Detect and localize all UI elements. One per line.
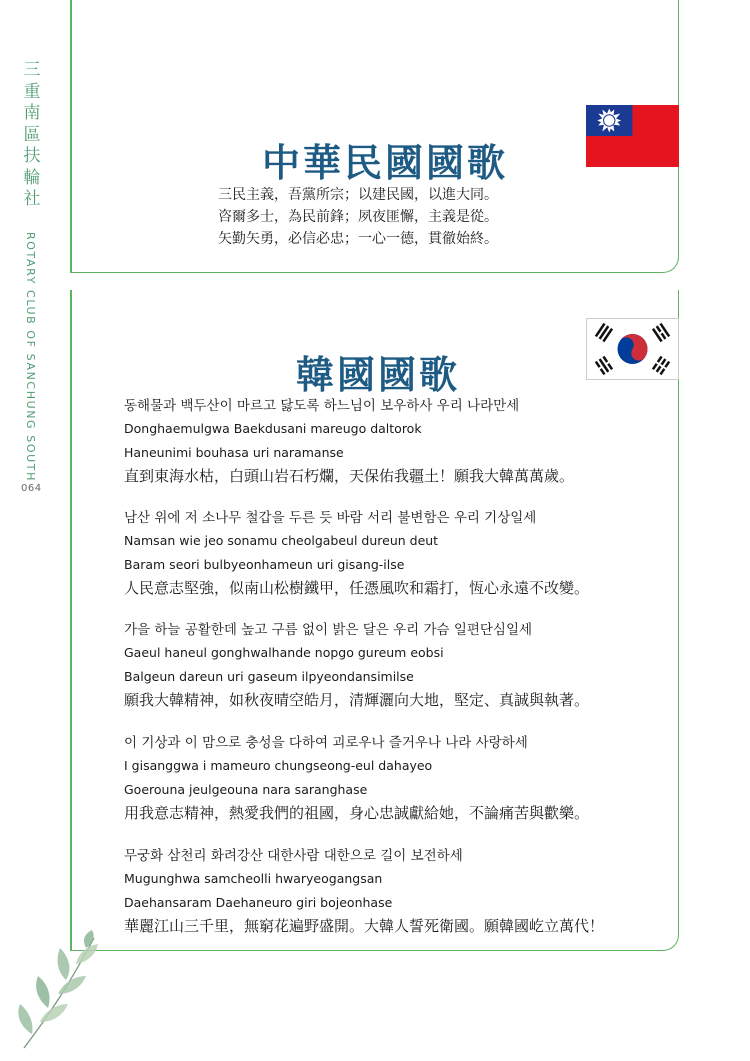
lyric-line: 咨爾多士，為民前鋒；夙夜匪懈，主義是從。	[218, 209, 498, 225]
taiwan-anthem-lyrics	[218, 184, 498, 250]
korea-verse	[124, 733, 589, 824]
verse-hangul: 동해물과 백두산이 마르고 닳도록 하느님이 보우하사 우리 나라만세	[124, 398, 520, 414]
taiwan-flag-icon	[586, 105, 679, 167]
verse-hangul: 가을 하늘 공활한데 높고 구름 없이 밝은 달은 우리 가슴 일편단심일세	[124, 622, 533, 638]
verse-romanization: Haneunimi bouhasa uri naramanse	[124, 445, 344, 460]
club-name-char: 南	[23, 103, 41, 123]
verse-romanization: Daehansaram Daehaneuro giri bojeonhase	[124, 895, 393, 910]
lyric-line: 三民主義，吾黨所宗；以建民國，以進大同。	[218, 187, 498, 203]
verse-romanization: Namsan wie jeo sonamu cheolgabeul dureun deut	[124, 533, 439, 548]
verse-hangul: 이 기상과 이 맘으로 충성을 다하여 괴로우나 즐거우나 나라 사랑하세	[124, 735, 528, 751]
leaf-decoration-icon	[14, 930, 110, 1050]
verse-chinese: 華麗江山三千里，無窮花遍野盛開。大韓人誓死衛國。願韓國屹立萬代！	[124, 917, 605, 935]
club-name-cjk	[22, 60, 42, 211]
verse-chinese: 用我意志精神，熱愛我們的祖國，身心忠誠獻給她，不論痛苦與歡樂。	[124, 804, 590, 822]
korea-verse	[124, 846, 604, 937]
club-name-english: ROTARY CLUB OF SANCHUNG SOUTH	[24, 232, 37, 482]
korea-anthem-title: 韓國國歌	[296, 352, 461, 397]
verse-hangul: 남산 위에 저 소나무 철갑을 두른 듯 바람 서리 불변함은 우리 기상일세	[124, 510, 537, 526]
verse-chinese: 願我大韓精神，如秋夜晴空皓月，清輝灑向大地，堅定、真誠與執著。	[124, 691, 590, 709]
lyric-line: 矢勤矢勇，必信必忠；一心一德，貫徹始終。	[218, 231, 498, 247]
korea-verse	[124, 396, 574, 487]
korea-verse	[124, 620, 589, 711]
verse-romanization: Balgeun dareun uri gaseum ilpyeondansimilse	[124, 669, 414, 684]
verse-hangul: 무궁화 삼천리 화려강산 대한사람 대한으로 길이 보전하세	[124, 848, 463, 864]
verse-romanization: Gaeul haneul gonghwalhande nopgo gureum eobsi	[124, 645, 444, 660]
verse-chinese: 直到東海水枯，白頭山岩石朽爛，天保佑我疆土！願我大韓萬萬歲。	[124, 467, 575, 485]
club-name-char: 三	[23, 60, 41, 80]
verse-chinese: 人民意志堅強，似南山松樹鐵甲，任憑風吹和霜打，恆心永遠不改變。	[124, 579, 590, 597]
club-name-char: 重	[23, 81, 41, 102]
verse-romanization: Goerouna jeulgeouna nara saranghase	[124, 782, 368, 797]
club-name-char: 輪	[23, 167, 41, 188]
verse-romanization: I gisanggwa i mameuro chungseong-eul dahayeo	[124, 758, 433, 773]
verse-romanization: Mugunghwa samcheolli hwaryeogangsan	[124, 871, 383, 886]
taiwan-anthem-title: 中華民國國歌	[262, 140, 509, 185]
korea-verse	[124, 508, 589, 599]
club-name-char: 區	[23, 124, 41, 145]
club-name-char: 社	[23, 189, 41, 209]
club-name-char: 扶	[23, 146, 41, 166]
korea-flag-icon	[586, 318, 679, 380]
verse-romanization: Donghaemulgwa Baekdusani mareugo daltorok	[124, 421, 422, 436]
page-number: 064	[21, 483, 42, 494]
verse-romanization: Baram seori bulbyeonhameun uri gisang-ilse	[124, 557, 405, 572]
